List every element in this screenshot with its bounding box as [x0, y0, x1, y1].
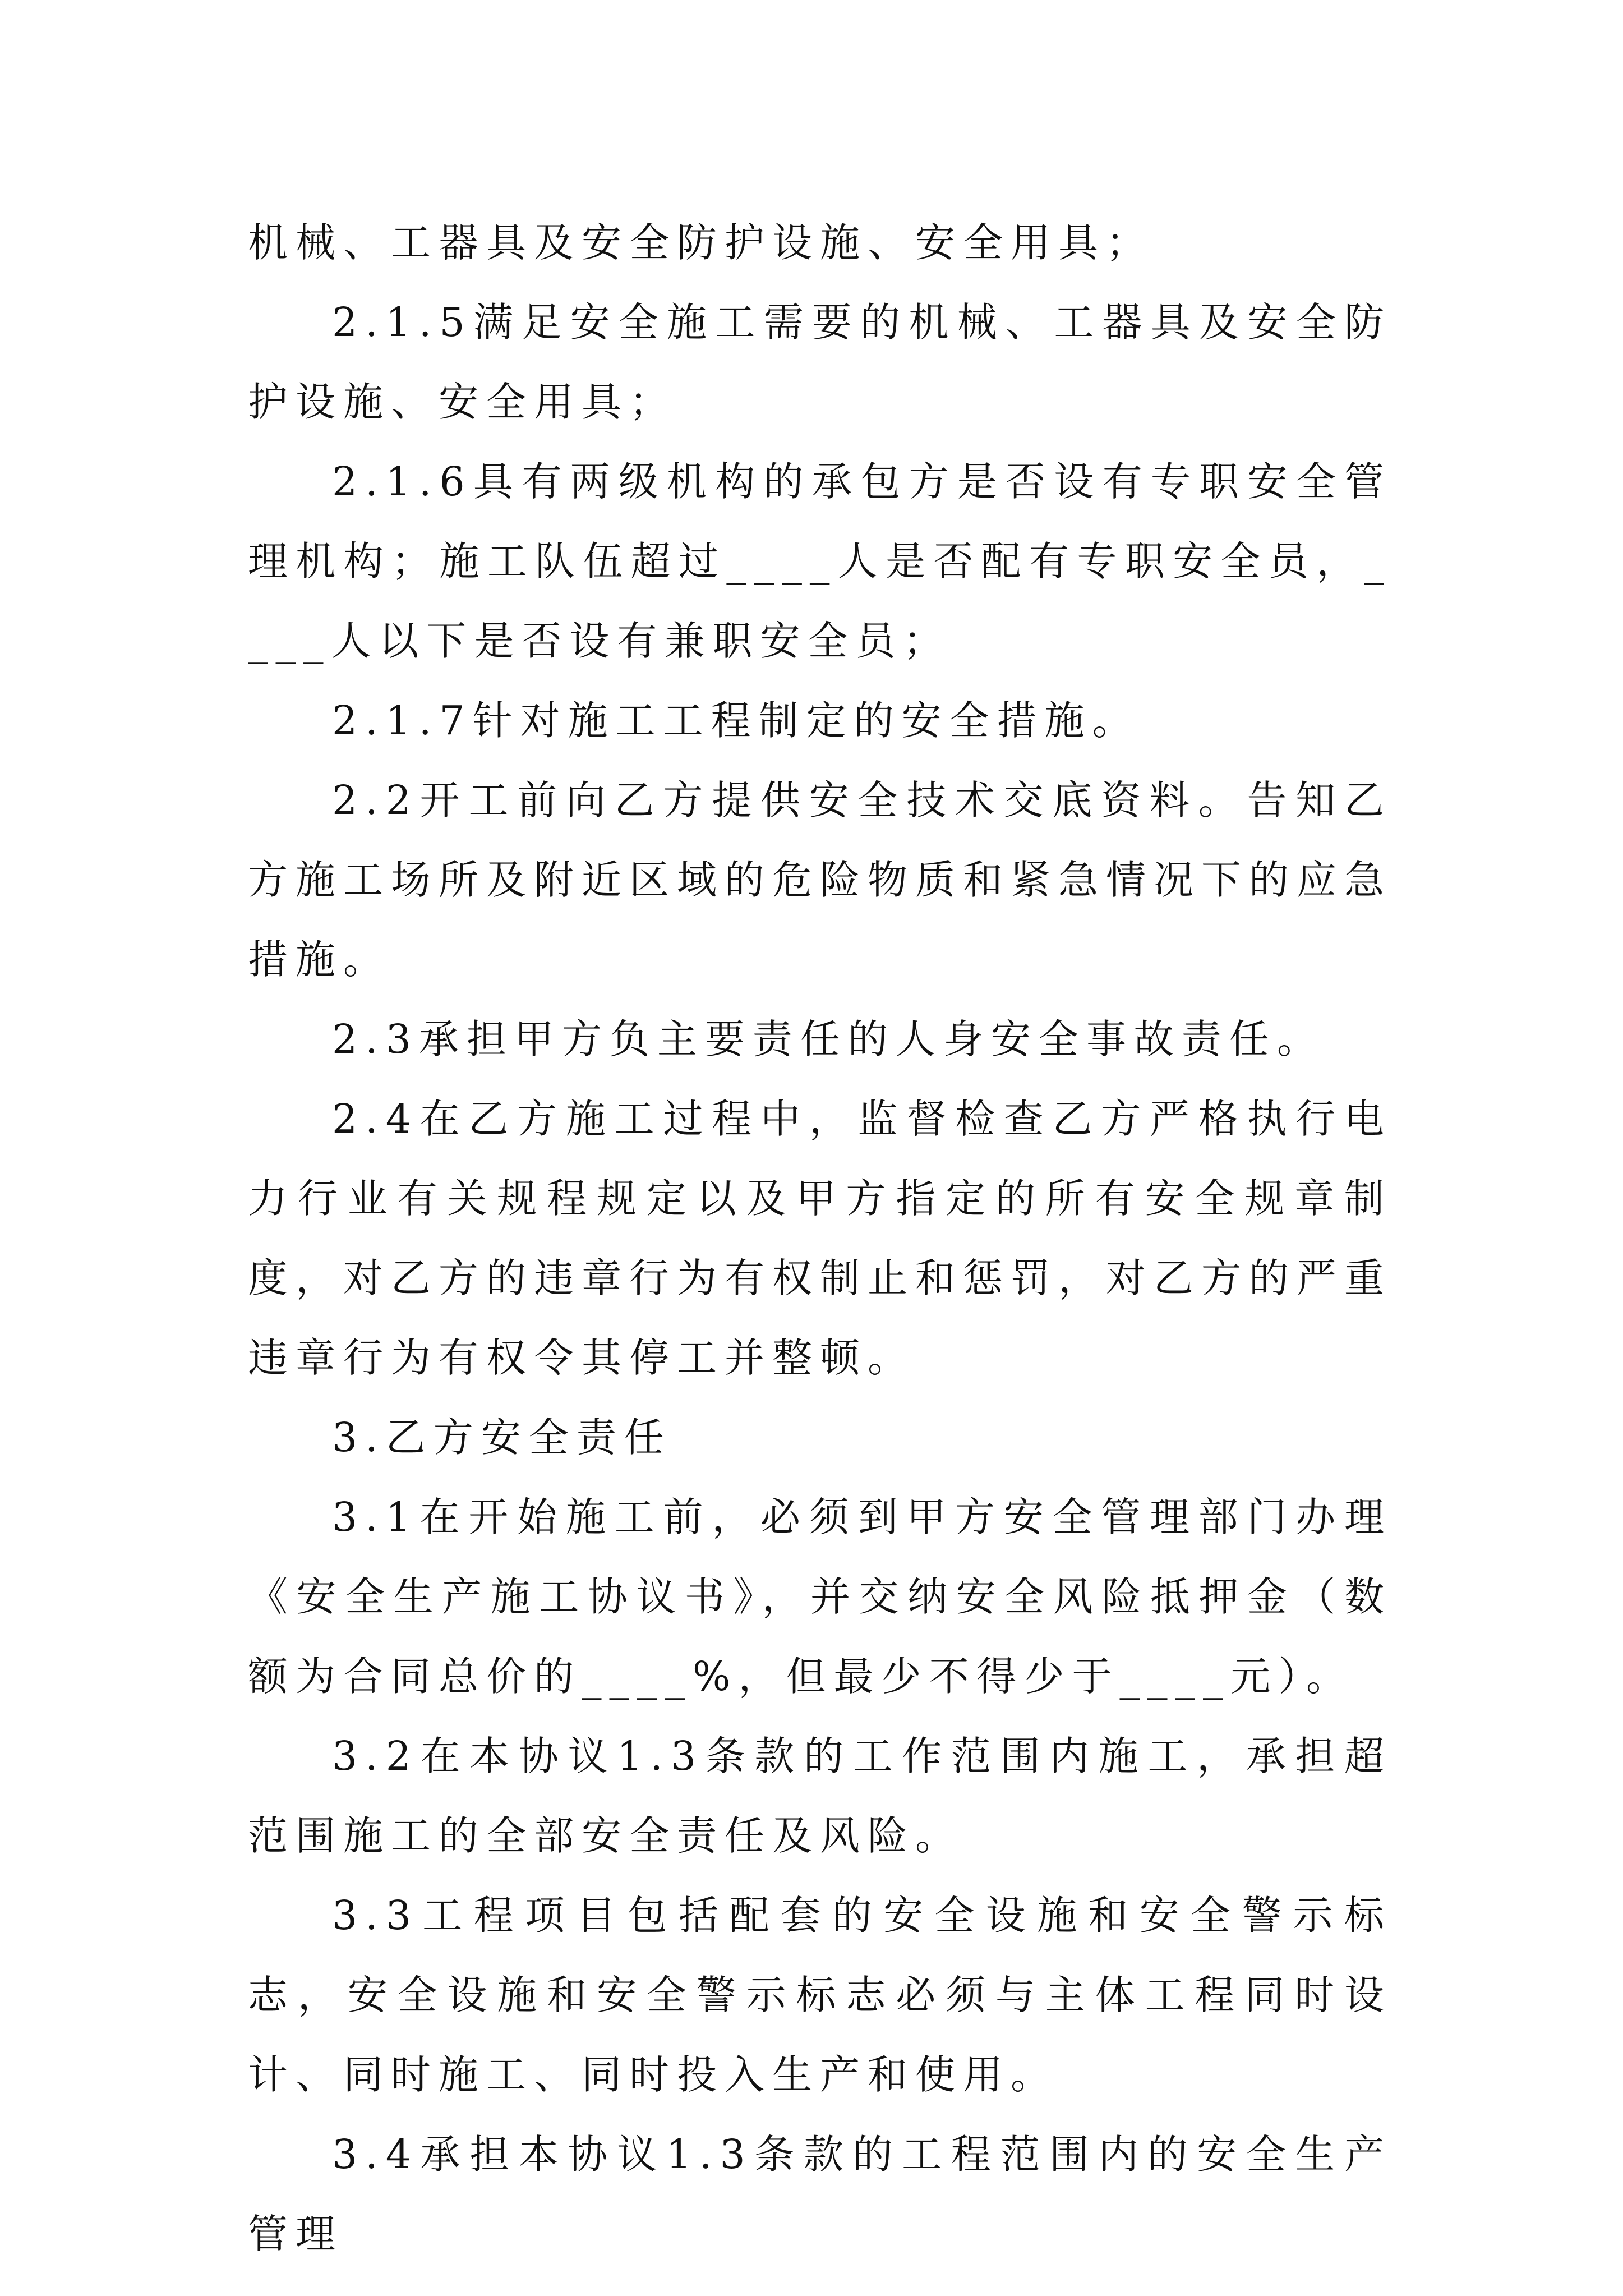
clause-2-1-5: 2.1.5满足安全施工需要的机械、工器具及安全防护设施、安全用具； — [248, 299, 1392, 425]
document-body — [248, 203, 1392, 2274]
section-3-heading: 3.乙方安全责任 — [332, 1414, 672, 1461]
clause-3-1: 3.1在开始施工前，必须到甲方安全管理部门办理《安全生产施工协议书》，并交纳安全风险抵押金（数额为合同总价的____%，但最少不得少于____元）。 — [248, 1494, 1392, 1700]
clause-2-1-7: 2.1.7针对施工工程制定的安全措施。 — [332, 697, 1140, 744]
clause-2-3: 2.3承担甲方负主要责任的人身安全事故责任。 — [332, 1016, 1325, 1062]
clause-2-4: 2.4在乙方施工过程中，监督检查乙方严格执行电力行业有关规程规定以及甲方指定的所有安全规章制度，对乙方的违章行为有权制止和惩罚，对乙方的严重违章行为有权令其停工并整顿。 — [248, 1096, 1393, 1381]
paragraph-continuation: 机械、工器具及安全防护设施、安全用具； — [248, 219, 1154, 266]
clause-3-2: 3.2在本协议1.3条款的工作范围内施工，承担超范围施工的全部安全责任及风险。 — [248, 1733, 1392, 1859]
clause-3-3: 3.3工程项目包括配套的安全设施和安全警示标志，安全设施和安全警示标志必须与主体工程同时设计、同时施工、同时投入生产和使用。 — [248, 1892, 1392, 2098]
clause-2-1-6: 2.1.6具有两级机构的承包方是否设有专职安全管理机构；施工队伍超过____人是否配有专职安全员，____人以下是否设有兼职安全员； — [248, 458, 1392, 664]
clause-3-4: 3.4承担本协议1.3条款的工程范围内的安全生产管理 — [248, 2131, 1392, 2257]
clause-2-2: 2.2开工前向乙方提供安全技术交底资料。告知乙方施工场所及附近区域的危险物质和紧急情况下的应急措施。 — [248, 777, 1393, 983]
